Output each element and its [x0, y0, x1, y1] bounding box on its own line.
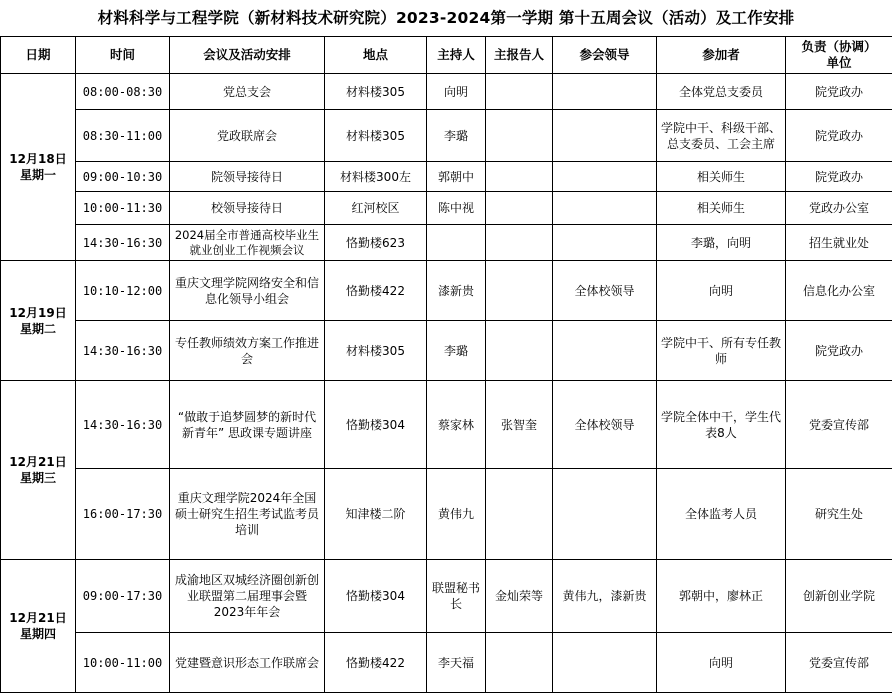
responsible-cell: 研究生处 — [786, 469, 892, 560]
location-cell: 恪勤楼422 — [325, 261, 427, 321]
location-cell: 知津楼二阶 — [325, 469, 427, 560]
leaders-cell — [553, 633, 657, 693]
topic-cell: 党政联席会 — [170, 110, 325, 162]
participants-cell: 向明 — [657, 261, 786, 321]
reporter-cell — [486, 192, 553, 225]
responsible-cell: 院党政办 — [786, 110, 892, 162]
topic-cell: 专任教师绩效方案工作推进会 — [170, 321, 325, 381]
reporter-cell — [486, 469, 553, 560]
location-cell: 红河校区 — [325, 192, 427, 225]
participants-cell: 相关师生 — [657, 162, 786, 192]
host-cell: 李璐 — [427, 110, 486, 162]
leaders-cell: 全体校领导 — [553, 261, 657, 321]
responsible-cell: 信息化办公室 — [786, 261, 892, 321]
schedule-table — [0, 36, 892, 693]
table-row — [1, 162, 892, 192]
topic-cell: 重庆文理学院网络安全和信息化领导小组会 — [170, 261, 325, 321]
reporter-cell — [486, 633, 553, 693]
header-time: 时间 — [76, 37, 170, 74]
topic-cell: 校领导接待日 — [170, 192, 325, 225]
table-row — [1, 261, 892, 321]
location-cell: 材料楼305 — [325, 74, 427, 110]
reporter-cell — [486, 74, 553, 110]
time-cell: 09:00-10:30 — [76, 162, 170, 192]
responsible-cell: 招生就业处 — [786, 225, 892, 261]
header-host: 主持人 — [427, 37, 486, 74]
reporter-cell — [486, 162, 553, 192]
participants-cell: 学院全体中干，学生代表8人 — [657, 381, 786, 469]
time-cell: 10:10-12:00 — [76, 261, 170, 321]
topic-cell: 党建暨意识形态工作联席会 — [170, 633, 325, 693]
location-cell: 材料楼305 — [325, 321, 427, 381]
leaders-cell — [553, 225, 657, 261]
participants-cell: 全体党总支委员 — [657, 74, 786, 110]
responsible-cell: 院党政办 — [786, 321, 892, 381]
host-cell: 蔡家林 — [427, 381, 486, 469]
reporter-cell: 张智奎 — [486, 381, 553, 469]
host-cell: 郭朝中 — [427, 162, 486, 192]
time-cell: 10:00-11:30 — [76, 192, 170, 225]
location-cell: 恪勤楼422 — [325, 633, 427, 693]
leaders-cell — [553, 74, 657, 110]
header-topic: 会议及活动安排 — [170, 37, 325, 74]
time-cell: 14:30-16:30 — [76, 381, 170, 469]
page-title: 材料科学与工程学院（新材料技术研究院）2023-2024第一学期 第十五周会议（活动）及工作安排 — [97, 9, 795, 27]
time-cell: 14:30-16:30 — [76, 321, 170, 381]
table-row — [1, 321, 892, 381]
leaders-cell — [553, 110, 657, 162]
location-cell: 材料楼300左 — [325, 162, 427, 192]
host-cell: 联盟秘书长 — [427, 560, 486, 633]
host-cell — [427, 225, 486, 261]
header-participants: 参加者 — [657, 37, 786, 74]
reporter-cell: 金灿荣等 — [486, 560, 553, 633]
location-cell: 材料楼305 — [325, 110, 427, 162]
header-date: 日期 — [1, 37, 76, 74]
topic-cell: 2024届全市普通高校毕业生就业创业工作视频会议 — [170, 225, 325, 261]
host-cell: 李天福 — [427, 633, 486, 693]
reporter-cell — [486, 321, 553, 381]
time-cell: 16:00-17:30 — [76, 469, 170, 560]
participants-cell: 李璐，向明 — [657, 225, 786, 261]
date-cell: 12月19日 星期二 — [1, 261, 76, 381]
leaders-cell — [553, 162, 657, 192]
time-cell: 14:30-16:30 — [76, 225, 170, 261]
location-cell: 恪勤楼623 — [325, 225, 427, 261]
topic-cell: 党总支会 — [170, 74, 325, 110]
responsible-cell: 创新创业学院 — [786, 560, 892, 633]
time-cell: 09:00-17:30 — [76, 560, 170, 633]
responsible-cell: 党政办公室 — [786, 192, 892, 225]
participants-cell: 全体监考人员 — [657, 469, 786, 560]
table-row — [1, 381, 892, 469]
table-row — [1, 225, 892, 261]
date-cell: 12月18日 星期一 — [1, 74, 76, 261]
host-cell: 李璐 — [427, 321, 486, 381]
time-cell: 08:30-11:00 — [76, 110, 170, 162]
host-cell: 漆新贵 — [427, 261, 486, 321]
topic-cell: 成渝地区双城经济圈创新创业联盟第二届理事会暨2023年年会 — [170, 560, 325, 633]
host-cell: 陈中视 — [427, 192, 486, 225]
leaders-cell — [553, 469, 657, 560]
reporter-cell — [486, 110, 553, 162]
header-row — [1, 37, 892, 74]
table-row — [1, 110, 892, 162]
table-row — [1, 560, 892, 633]
leaders-cell — [553, 321, 657, 381]
location-cell: 恪勤楼304 — [325, 560, 427, 633]
host-cell: 黄伟九 — [427, 469, 486, 560]
date-cell: 12月21日 星期三 — [1, 381, 76, 560]
reporter-cell — [486, 261, 553, 321]
header-leaders: 参会领导 — [553, 37, 657, 74]
responsible-cell: 党委宣传部 — [786, 633, 892, 693]
participants-cell: 向明 — [657, 633, 786, 693]
responsible-cell: 院党政办 — [786, 162, 892, 192]
leaders-cell: 黄伟九，漆新贵 — [553, 560, 657, 633]
responsible-cell: 院党政办 — [786, 74, 892, 110]
responsible-cell: 党委宣传部 — [786, 381, 892, 469]
location-cell: 恪勤楼304 — [325, 381, 427, 469]
table-row — [1, 192, 892, 225]
topic-cell: 院领导接待日 — [170, 162, 325, 192]
time-cell: 08:00-08:30 — [76, 74, 170, 110]
participants-cell: 郭朝中，廖林正 — [657, 560, 786, 633]
host-cell: 向明 — [427, 74, 486, 110]
participants-cell: 学院中干、所有专任教师 — [657, 321, 786, 381]
table-row — [1, 633, 892, 693]
topic-cell: “做敢于追梦圆梦的新时代新青年” 思政课专题讲座 — [170, 381, 325, 469]
header-reporter: 主报告人 — [486, 37, 553, 74]
topic-cell: 重庆文理学院2024年全国硕士研究生招生考试监考员培训 — [170, 469, 325, 560]
leaders-cell — [553, 192, 657, 225]
date-cell: 12月21日 星期四 — [1, 560, 76, 693]
participants-cell: 学院中干、科级干部、总支委员、工会主席 — [657, 110, 786, 162]
participants-cell: 相关师生 — [657, 192, 786, 225]
table-row — [1, 74, 892, 110]
time-cell: 10:00-11:00 — [76, 633, 170, 693]
reporter-cell — [486, 225, 553, 261]
table-row — [1, 469, 892, 560]
leaders-cell: 全体校领导 — [553, 381, 657, 469]
header-location: 地点 — [325, 37, 427, 74]
header-responsible: 负责（协调） 单位 — [786, 37, 892, 74]
